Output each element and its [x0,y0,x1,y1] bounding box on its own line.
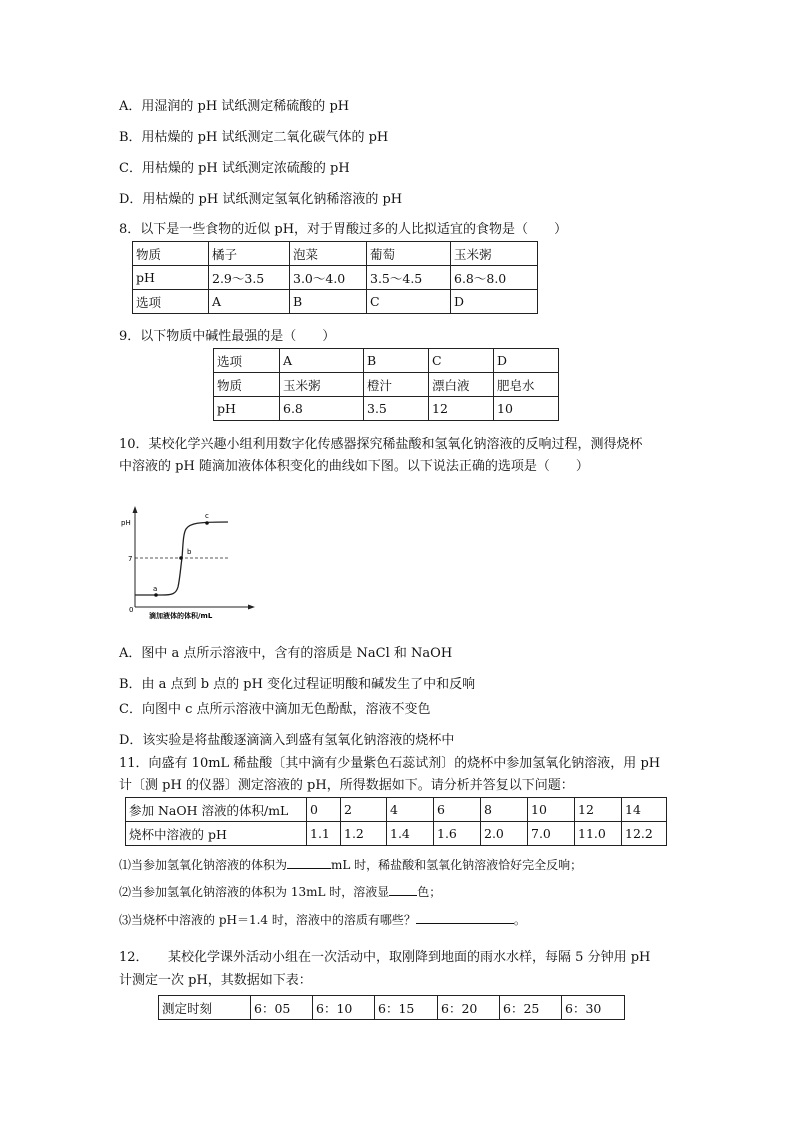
table-cell: 选项 [133,290,209,314]
q12-table [158,995,625,1020]
q7-option-c: C．用枯燥的 pH 试纸测定浓硫酸的 pH [119,161,350,176]
table-cell: 物质 [214,373,280,397]
q11-sub1-answer-blank[interactable] [287,855,331,869]
table-row [133,290,538,314]
q10-option-b: B．由 a 点到 b 点的 pH 变化过程证明酸和碱发生了中和反响 [119,677,476,692]
x-axis-arrow [248,605,255,610]
table-cell: 肥皂水 [494,373,559,397]
table-cell: 1.2 [341,822,387,846]
q11-sub3-answer-blank[interactable] [416,910,514,924]
table-row [133,242,538,266]
table-cell: A [209,290,290,314]
table-cell: 11.0 [575,822,622,846]
point-b-label: b [187,548,192,556]
table-cell: 10 [494,397,559,421]
table-cell: 6：20 [438,996,500,1020]
table-cell: 3.0～4.0 [290,266,367,290]
q10-option-a: A．图中 a 点所示溶液中，含有的溶质是 NaCl 和 NaOH [119,646,453,661]
table-cell: 物质 [133,242,209,266]
point-c-label: c [205,512,209,520]
q11-sub2-answer-blank[interactable] [389,882,417,896]
table-cell: 2.0 [481,822,528,846]
y-axis-label: pH [121,519,131,527]
table-cell: D [451,290,538,314]
q7-option-d: D．用枯燥的 pH 试纸测定氢氧化钠稀溶液的 pH [119,192,403,207]
table-cell: A [280,349,364,373]
table-cell: 2.9～3.5 [209,266,290,290]
table-cell: 6：25 [500,996,562,1020]
q9-table [213,348,559,421]
table-cell: 4 [387,798,434,822]
table-row [126,798,667,822]
origin-label: 0 [129,606,134,614]
table-cell: 橘子 [209,242,290,266]
table-cell: 6：30 [562,996,625,1020]
q8-table [132,241,538,314]
table-cell: 2 [341,798,387,822]
table-cell: 6：15 [375,996,438,1020]
q11-sub3-suffix: 。 [513,913,526,927]
q11-table [125,797,667,846]
q7-option-b: B．用枯燥的 pH 试纸测定二氧化碳气体的 pH [119,130,389,145]
q9-stem: 9．以下物质中碱性最强的是（ ） [119,329,336,344]
table-cell: 橙汁 [364,373,429,397]
q10-option-c: C．向图中 c 点所示溶液中滴加无色酚酞，溶液不变色 [119,702,431,717]
table-cell: B [290,290,367,314]
point-b-marker [179,556,183,560]
q11-sub2-prefix: ⑵当参加氢氧化钠溶液的体积为 13mL 时，溶液显 [119,885,390,899]
table-cell: 8 [481,798,528,822]
table-cell: 玉米粥 [451,242,538,266]
y-tick-7: 7 [128,555,133,563]
table-cell: 12 [429,397,494,421]
table-cell: 参加 NaOH 溶液的体积/mL [126,798,307,822]
table-cell: D [494,349,559,373]
q8-stem: 8．以下是一些食物的近似 pH，对于胃酸过多的人比拟适宜的食物是（ ） [119,222,568,237]
table-cell: 14 [622,798,667,822]
table-cell: 12.2 [622,822,667,846]
y-axis-arrow [133,506,138,513]
table-cell: 玉米粥 [280,373,364,397]
table-cell: 3.5～4.5 [367,266,451,290]
q11-sub1 [119,855,582,874]
table-cell: 6.8～8.0 [451,266,538,290]
table-cell: pH [133,266,209,290]
x-axis-label: 滴加液体的体积/mL [149,612,213,620]
table-cell: 1.6 [434,822,481,846]
q11-sub2-suffix: 色； [417,885,442,899]
table-row [126,822,667,846]
table-row [133,266,538,290]
table-cell: C [367,290,451,314]
table-cell: 6 [434,798,481,822]
table-cell: C [429,349,494,373]
table-row [214,349,559,373]
table-row [214,373,559,397]
table-cell: 测定时刻 [159,996,251,1020]
q7-option-a: A．用湿润的 pH 试纸测定稀硫酸的 pH [119,99,350,114]
table-cell: 6.8 [280,397,364,421]
q11-stem-line2: 计〔测 pH 的仪器〕测定溶液的 pH，所得数据如下。请分析并答复以下问题： [119,778,574,793]
point-c-marker [205,521,209,525]
q10-stem-line2: 中溶液的 pH 随滴加液体体积变化的曲线如下图。以下说法正确的选项是（ ） [119,459,589,474]
table-row [159,996,625,1020]
q11-sub1-prefix: ⑴当参加氢氧化钠溶液的体积为 [119,858,288,872]
table-cell: 12 [575,798,622,822]
q10-option-d: D．该实验是将盐酸逐滴滴入到盛有氢氧化钠溶液的烧杯中 [119,733,455,748]
table-cell: B [364,349,429,373]
q10-stem-line1: 10．某校化学兴趣小组利用数字化传感器探究稀盐酸和氢氧化钠溶液的反响过程，测得烧杯 [119,437,643,452]
point-a-label: a [153,585,158,593]
table-cell: 0 [307,798,341,822]
table-cell: pH [214,397,280,421]
table-cell: 6：05 [251,996,313,1020]
table-row [214,397,559,421]
table-cell: 1.4 [387,822,434,846]
table-cell: 10 [528,798,575,822]
q12-stem-line2: 计测定一次 pH，其数据如下表： [119,973,312,988]
q11-sub3-prefix: ⑶当烧杯中溶液的 pH＝1.4 时，溶液中的溶质有哪些？ [119,913,416,927]
table-cell: 泡菜 [290,242,367,266]
table-cell: 1.1 [307,822,341,846]
table-cell: 3.5 [364,397,429,421]
table-cell: 葡萄 [367,242,451,266]
ph-titration-graph [118,502,258,622]
q11-sub1-suffix: mL 时，稀盐酸和氢氧化钠溶液恰好完全反响； [331,858,583,872]
table-cell: 6：10 [313,996,375,1020]
q12-stem-line1: 12． 某校化学课外活动小组在一次活动中，取刚降到地面的雨水水样，每隔 5 分钟用 pH [119,950,651,965]
table-cell: 7.0 [528,822,575,846]
point-a-marker [154,593,158,597]
table-cell: 漂白液 [429,373,494,397]
table-cell: 烧杯中溶液的 pH [126,822,307,846]
q11-stem-line1: 11．向盛有 10mL 稀盐酸〔其中滴有少量紫色石蕊试剂〕的烧杯中参加氢氧化钠溶液，用 pH [119,756,661,771]
table-cell: 选项 [214,349,280,373]
q11-sub3 [119,910,526,929]
q11-sub2 [119,882,441,901]
